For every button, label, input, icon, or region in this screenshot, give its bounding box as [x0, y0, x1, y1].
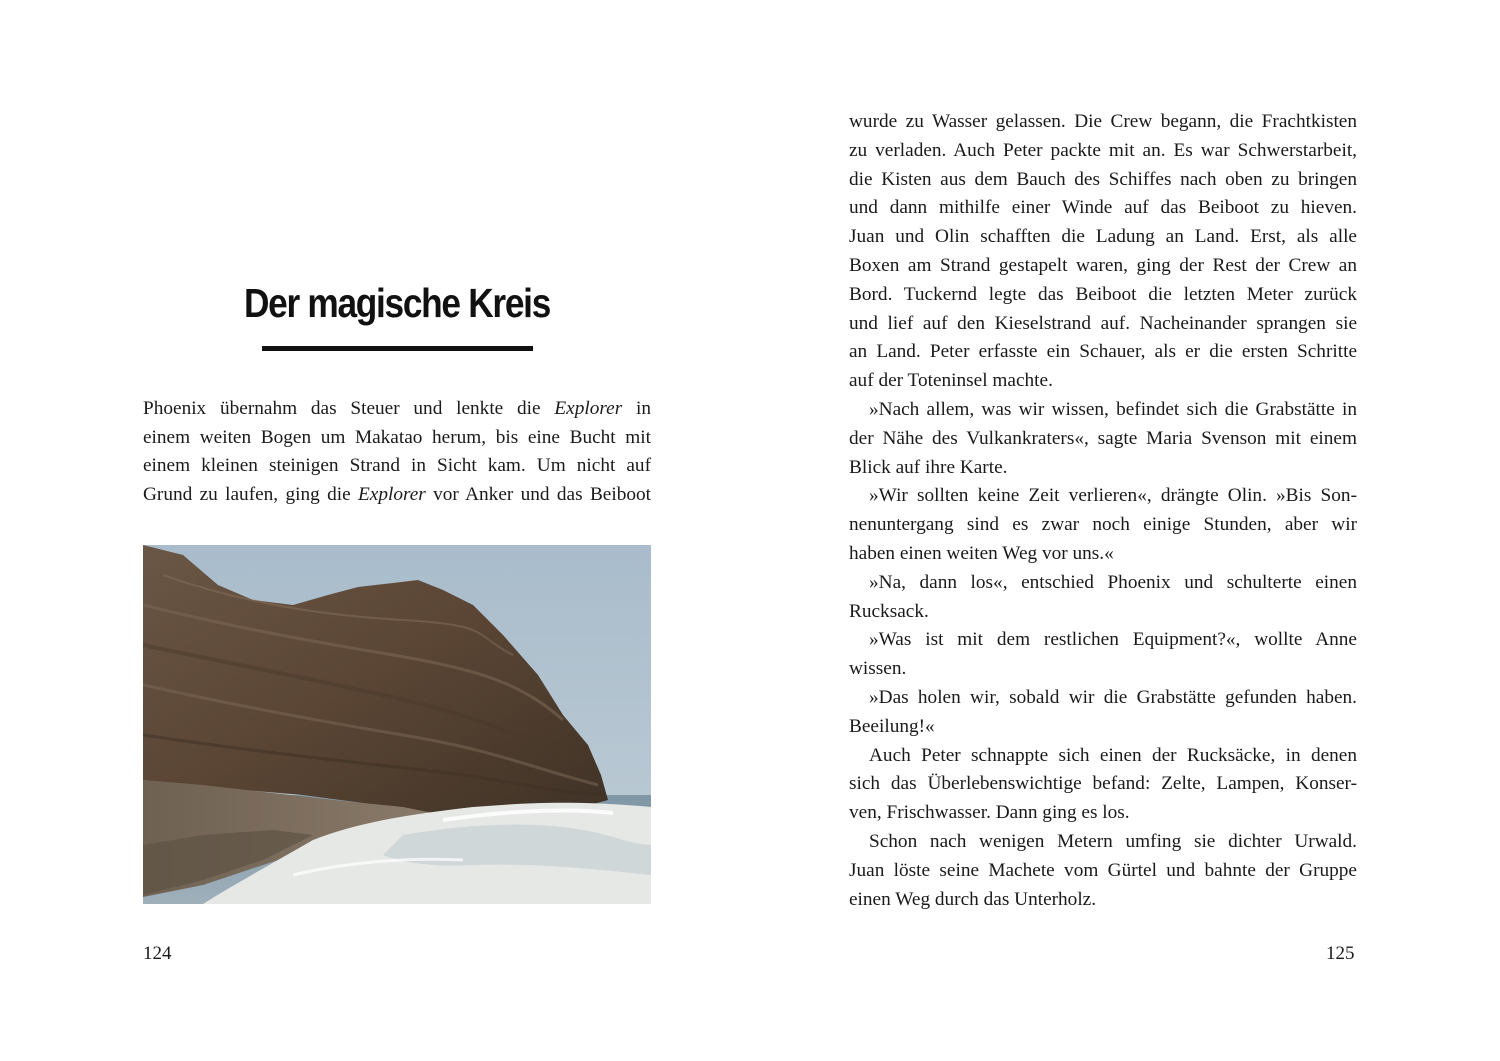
- text-line: Juan löste seine Machete vom Gürtel und bahnte der Gruppe: [849, 859, 1357, 881]
- text-line: und lief auf den Kieselstrand auf. Nacheinander sprangen sie: [849, 312, 1357, 334]
- text-line: Beeilung!«: [849, 715, 935, 737]
- text-line: »Wir sollten keine Zeit verlieren«, drängte Olin. »Bis Son-: [869, 485, 1357, 507]
- chapter-title: Der magische Kreis: [243, 280, 551, 326]
- text-line: Grund zu laufen, ging die Explorer vor Anker und das Beiboot: [143, 484, 651, 506]
- text-line: Schon nach wenigen Metern umfing sie dichter Urwald.: [869, 830, 1357, 852]
- text-line: sich das Überlebenswichtige befand: Zelte, Lampen, Konser-: [849, 773, 1357, 795]
- ship-name: Explorer: [357, 484, 426, 506]
- title-underline: [262, 346, 533, 351]
- text-line: Phoenix übernahm das Steuer und lenkte die Explorer in: [143, 398, 651, 419]
- text-line: und dann mithilfe einer Winde auf das Beiboot zu hieven.: [849, 197, 1357, 219]
- text-line: einen Weg durch das Unterholz.: [849, 888, 1097, 910]
- text-line: einem kleinen steinigen Strand in Sicht kam. Um nicht auf: [143, 455, 651, 477]
- opening-paragraph: [143, 395, 651, 510]
- text-line: haben einen weiten Weg vor uns.«: [849, 542, 1114, 564]
- ship-name: Explorer: [554, 398, 623, 419]
- text-line: Auch Peter schnappte sich einen der Rucksäcke, in denen: [869, 744, 1357, 766]
- text-line: der Nähe des Vulkankraters«, sagte Maria Svenson mit einem: [849, 427, 1357, 449]
- coastal-cliff-photo: [143, 545, 651, 904]
- text-line: ven, Frischwasser. Dann ging es los.: [849, 802, 1130, 824]
- continuation-text: [849, 108, 1357, 914]
- text-line: »Was ist mit dem restlichen Equipment?«, wollte Anne: [869, 629, 1357, 651]
- text-line: Boxen am Strand gestapelt waren, ging der Rest der Crew an: [849, 254, 1357, 276]
- text-line: nenuntergang sind es zwar noch einige Stunden, aber wir: [849, 514, 1357, 536]
- text-line: »Na, dann los«, entschied Phoenix und schulterte einen: [869, 571, 1357, 593]
- text-line: wissen.: [849, 658, 907, 680]
- text-line: einem weiten Bogen um Makatao herum, bis eine Bucht mit: [143, 426, 651, 448]
- page-number-right: 125: [1326, 943, 1355, 964]
- text-line: auf der Toteninsel machte.: [849, 370, 1053, 392]
- text-line: »Nach allem, was wir wissen, befindet sich die Grabstätte in: [869, 398, 1357, 420]
- text-line: die Kisten aus dem Bauch des Schiffes nach oben zu bringen: [849, 168, 1357, 190]
- text-line: Bord. Tuckernd legte das Beiboot die letzten Meter zurück: [849, 283, 1357, 305]
- text-line: Blick auf ihre Karte.: [849, 456, 1008, 478]
- page-number-left: 124: [143, 943, 172, 964]
- text-line: Juan und Olin schafften die Ladung an Land. Erst, als alle: [849, 226, 1357, 248]
- text-line: Rucksack.: [849, 600, 929, 622]
- text-line: an Land. Peter erfasste ein Schauer, als er die ersten Schritte: [849, 341, 1357, 363]
- text-line: wurde zu Wasser gelassen. Die Crew begann, die Frachtkisten: [849, 111, 1357, 132]
- text-line: »Das holen wir, sobald wir die Grabstätte gefunden haben.: [869, 686, 1357, 708]
- text-line: zu verladen. Auch Peter packte mit an. Es war Schwerstarbeit,: [849, 139, 1357, 161]
